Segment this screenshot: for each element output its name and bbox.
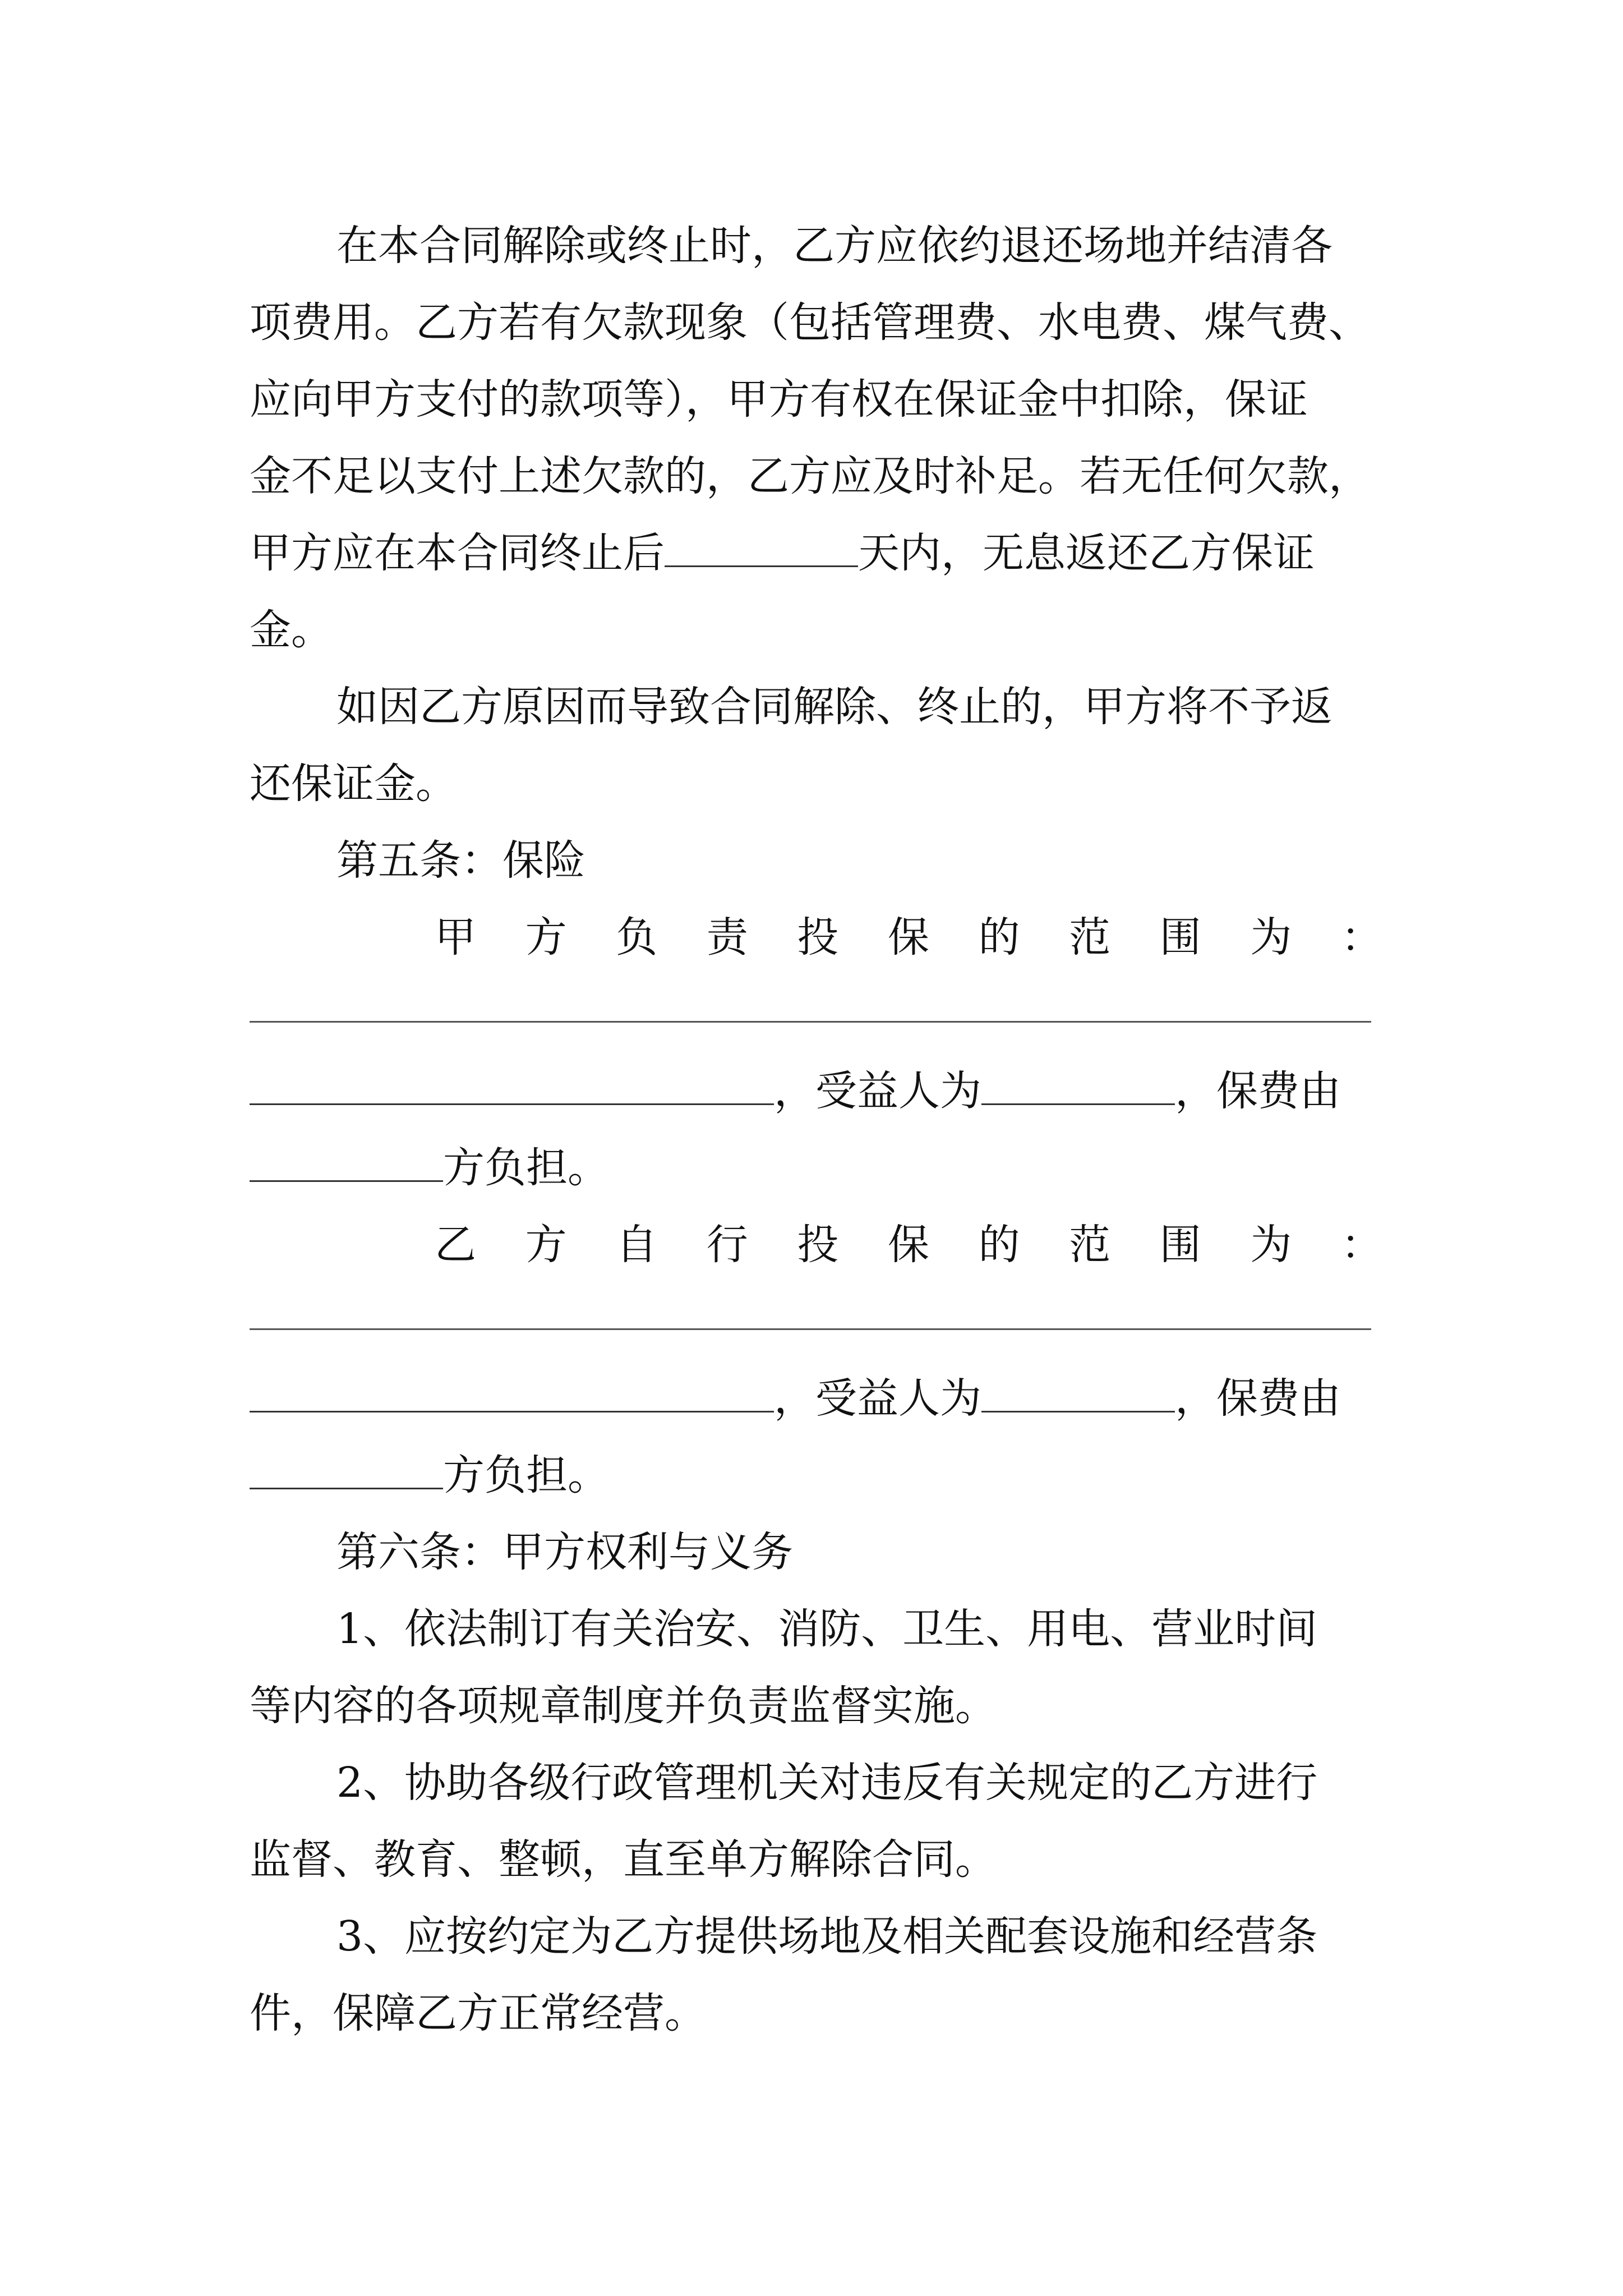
art6-item3-line2: 件，保障乙方正常经营。 — [250, 1989, 706, 2037]
party-a-insurance-scope — [250, 899, 1382, 976]
spread-char: 方 — [525, 1221, 567, 1269]
beneficiary-blank — [981, 1059, 1175, 1105]
art6-item3-line1: 3、应按约定为乙方提供场地及相关配套设施和经营条 — [336, 1912, 1318, 1961]
premium-label: ，保费由 — [1175, 1374, 1341, 1423]
spread-char: 甲 — [435, 913, 476, 961]
spread-char: 范 — [1069, 913, 1111, 961]
p2-line1: 如因乙方原因而导致合同解除、终止的，甲方将不予返 — [336, 683, 1332, 731]
party-a-scope-rule-line — [250, 976, 1382, 1053]
payer-blank — [250, 1443, 443, 1489]
spread-char: ： — [1340, 1221, 1382, 1269]
art6-item2-line2: 监督、教育、整顿，直至单方解除合同。 — [250, 1835, 997, 1884]
beneficiary-blank — [981, 1366, 1175, 1412]
scope-blank-rule — [250, 1021, 1371, 1023]
p1-line4: 金不足以支付上述欠款的，乙方应及时补足。若无任何欠款， — [250, 452, 1370, 500]
article6-heading: 第六条：甲方权利与义务 — [336, 1528, 793, 1576]
spread-char: 为 — [1250, 913, 1292, 961]
spread-char: 责 — [706, 913, 748, 961]
party-b-scope-rule-line — [250, 1283, 1382, 1360]
party-a-borne-line — [250, 1130, 1382, 1207]
spread-char: 保 — [887, 1221, 929, 1269]
art6-item2-line1: 2、协助各级行政管理机关对违反有关规定的乙方进行 — [336, 1759, 1318, 1807]
spread-char: 围 — [1159, 1221, 1201, 1269]
art6-item1-line2: 等内容的各项规章制度并负责监督实施。 — [250, 1682, 997, 1730]
spread-char: 的 — [978, 1221, 1020, 1269]
spread-char: 保 — [887, 913, 929, 961]
days-blank — [665, 521, 858, 567]
spread-char: ： — [1340, 913, 1382, 961]
p2-line2: 还保证金。 — [250, 760, 457, 808]
beneficiary-label: ，受益人为 — [774, 1374, 981, 1423]
spread-char: 投 — [797, 1221, 839, 1269]
party-b-insurance-scope — [250, 1207, 1382, 1283]
spread-char: 行 — [706, 1221, 748, 1269]
art6-item1-line1: 1、依法制订有关治安、消防、卫生、用电、营业时间 — [336, 1605, 1318, 1653]
scope-blank — [250, 1366, 774, 1412]
p1-line1: 在本合同解除或终止时，乙方应依约退还场地并结清各 — [336, 222, 1332, 270]
party-b-beneficiary-line — [250, 1360, 1382, 1437]
borne-label: 方负担。 — [443, 1144, 609, 1192]
scope-blank — [250, 1059, 774, 1105]
p1-line2: 项费用。乙方若有欠款现象（包括管理费、水电费、煤气费、 — [250, 298, 1370, 347]
p1-line5 — [250, 515, 1382, 592]
premium-label: ，保费由 — [1175, 1067, 1341, 1115]
spread-char: 乙 — [435, 1221, 476, 1269]
spread-char: 围 — [1159, 913, 1201, 961]
article5-heading: 第五条：保险 — [336, 836, 585, 885]
payer-blank — [250, 1135, 443, 1182]
p1-line6: 金。 — [250, 606, 333, 654]
party-a-beneficiary-line — [250, 1053, 1382, 1130]
p1-line3: 应向甲方支付的款项等），甲方有权在保证金中扣除，保证 — [250, 375, 1308, 424]
spread-char: 自 — [616, 1221, 658, 1269]
spread-char: 的 — [978, 913, 1020, 961]
beneficiary-label: ，受益人为 — [774, 1067, 981, 1115]
spread-char: 负 — [616, 913, 658, 961]
spread-char: 范 — [1069, 1221, 1111, 1269]
party-b-borne-line — [250, 1437, 1382, 1514]
scope-blank-rule — [250, 1328, 1371, 1330]
borne-label: 方负担。 — [443, 1451, 609, 1499]
p1-line5-text-a: 甲方应在本合同终止后 — [250, 529, 665, 577]
document-page — [250, 208, 1382, 2052]
p1-line5-text-b: 天内，无息返还乙方保证 — [858, 529, 1315, 577]
spread-char: 为 — [1250, 1221, 1292, 1269]
spread-char: 投 — [797, 913, 839, 961]
spread-char: 方 — [525, 913, 567, 961]
